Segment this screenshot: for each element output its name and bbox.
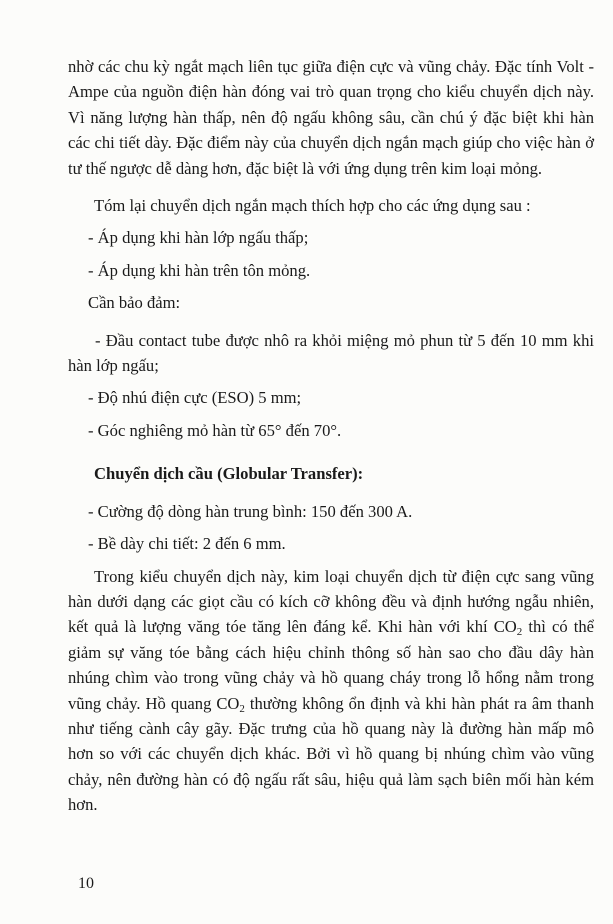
paragraph-summary: Tóm lại chuyển dịch ngắn mạch thích hợp cho các ứng dụng sau :: [94, 196, 531, 216]
bullet-electrode-stickout: - Độ nhú điện cực (ESO) 5 mm;: [88, 388, 302, 408]
paragraph-requirements: Cần bảo đảm:: [88, 293, 181, 313]
bullet-thin-sheet: - Áp dụng khi hàn trên tôn mỏng.: [88, 260, 311, 280]
page-number: 10: [78, 875, 94, 892]
bullet-contact-tube-wrap: [68, 328, 594, 379]
bullet-torch-angle: - Góc nghiêng mỏ hàn từ 65° đến 70°.: [88, 420, 342, 440]
bullet-current-range: - Cường độ dòng hàn trung bình: 150 đến 300 A.: [88, 501, 413, 521]
text-segment: thường không ổn định và khi hàn phát ra âm thanh như tiếng cành cây gãy. Đặc trưng của hồ quang này là đường hàn mấp mô hơn so với các chuyển dịch khác. Bởi vì hồ quang bị nhúng chìm vào vũng chảy, nên đường hàn có độ ngấu rất sâu, hiệu quả làm sạch biên mối hàn kém hơn.: [68, 693, 595, 815]
bullet-root-pass: - Áp dụng khi hàn lớp ngấu thấp;: [88, 228, 309, 248]
subscript: 2: [516, 626, 523, 639]
paragraph-globular-description: [68, 564, 594, 818]
text-segment: thì có thể giảm sự văng tóe bằng cách hiệu chỉnh thông số hàn sao cho đầu dây hàn nhúng chìm vào trong vũng chảy và hồ quang cháy trong lỗ hổng nằm trong vũng chảy. Hồ quang CO: [68, 617, 594, 713]
section-heading-globular: Chuyển dịch cầu (Globular Transfer):: [94, 464, 364, 484]
bullet-contact-tube: - Đầu contact tube được nhô ra khỏi miệng mỏ phun từ 5 đến 10 mm khi hàn lớp ngấu;: [68, 330, 594, 376]
bullet-thickness: - Bề dày chi tiết: 2 đến 6 mm.: [88, 534, 286, 554]
paragraph-intro: nhờ các chu kỳ ngắt mạch liên tục giữa điện cực và vũng chảy. Đặc tính Volt - Ampe của nguồn điện hàn đóng vai trò quan trọng cho kiểu chuyển dịch này. Vì năng lượng hàn thấp, nên độ ngấu không sâu, cần chú ý đặc biệt khi hàn các chi tiết dày. Đặc điểm này của chuyển dịch ngắn mạch giúp cho việc hàn ở tư thế ngược dễ dàng hơn, đặc biệt là với ứng dụng trên kim loại mỏng.: [68, 57, 594, 178]
text-segment: Trong kiểu chuyển dịch này, kim loại chuyển dịch từ điện cực sang vũng hàn dưới dạng các giọt cầu có kích cỡ không đều và định hướng ngẫu nhiên, kết quả là lượng văng tóe tăng lên đáng kể. Khi hàn với khí CO: [68, 566, 594, 637]
page-body: [68, 54, 594, 818]
subscript: 2: [239, 702, 245, 715]
